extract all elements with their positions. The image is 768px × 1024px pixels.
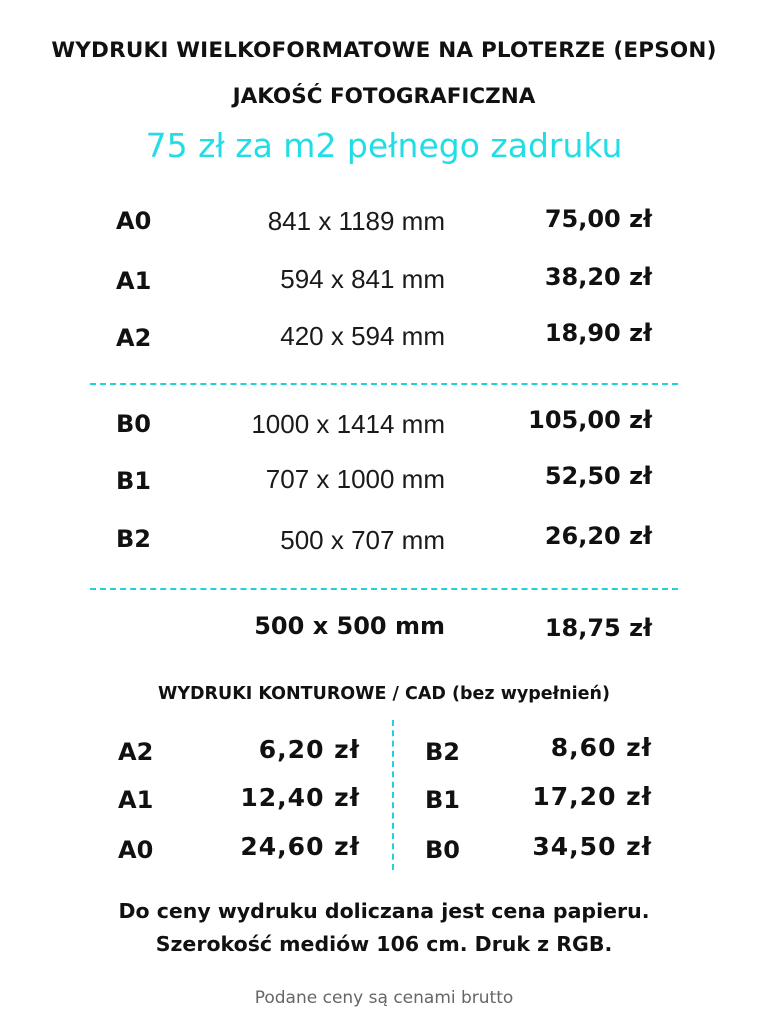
format-label: A0 xyxy=(116,207,152,235)
format-label: A0 xyxy=(118,836,154,864)
format-price: 24,60 zł xyxy=(240,832,360,861)
format-price: 38,20 zł xyxy=(544,263,652,291)
section-divider xyxy=(90,588,678,590)
format-label: B1 xyxy=(425,786,460,814)
format-size: 841 x 1189 mm xyxy=(267,206,445,236)
format-label: A1 xyxy=(116,267,152,295)
format-size: 1000 x 1414 mm xyxy=(251,409,445,439)
format-size: 420 x 594 mm xyxy=(280,321,445,351)
format-price: 52,50 zł xyxy=(544,462,652,490)
special-size: 500 x 500 mm xyxy=(254,612,445,640)
page-title: WYDRUKI WIELKOFORMATOWE NA PLOTERZE (EPSON) xyxy=(51,38,717,63)
format-price: 8,60 zł xyxy=(550,733,652,762)
format-price: 75,00 zł xyxy=(544,205,652,233)
format-price: 18,90 zł xyxy=(544,319,652,347)
format-label: B0 xyxy=(116,410,151,438)
column-divider xyxy=(392,720,394,870)
format-label: A2 xyxy=(116,324,152,352)
format-label: A1 xyxy=(118,786,154,814)
special-price: 18,75 zł xyxy=(544,614,652,642)
format-price: 26,20 zł xyxy=(544,522,652,550)
section-divider xyxy=(90,383,678,385)
promo-price: 75 zł za m2 pełnego zadruku xyxy=(145,126,623,165)
format-price: 105,00 zł xyxy=(528,406,652,434)
paper-price-note: Do ceny wydruku doliczana jest cena papieru. xyxy=(118,899,650,923)
format-label: B2 xyxy=(116,525,151,553)
cad-section-title: WYDRUKI KONTUROWE / CAD (bez wypełnień) xyxy=(158,684,610,704)
format-label: B1 xyxy=(116,467,151,495)
format-price: 12,40 zł xyxy=(240,783,360,812)
gross-price-footer: Podane ceny są cenami brutto xyxy=(254,988,514,1008)
media-width-note: Szerokość mediów 106 cm. Druk z RGB. xyxy=(155,932,613,956)
format-price: 17,20 zł xyxy=(532,782,652,811)
format-size: 500 x 707 mm xyxy=(280,525,445,555)
format-size: 594 x 841 mm xyxy=(280,264,445,294)
format-price: 6,20 zł xyxy=(258,735,360,764)
format-price: 34,50 zł xyxy=(532,832,652,861)
format-label: B0 xyxy=(425,836,460,864)
format-label: B2 xyxy=(425,738,460,766)
format-label: A2 xyxy=(118,738,154,766)
page-subtitle: JAKOŚĆ FOTOGRAFICZNA xyxy=(232,84,536,109)
format-size: 707 x 1000 mm xyxy=(265,464,445,494)
